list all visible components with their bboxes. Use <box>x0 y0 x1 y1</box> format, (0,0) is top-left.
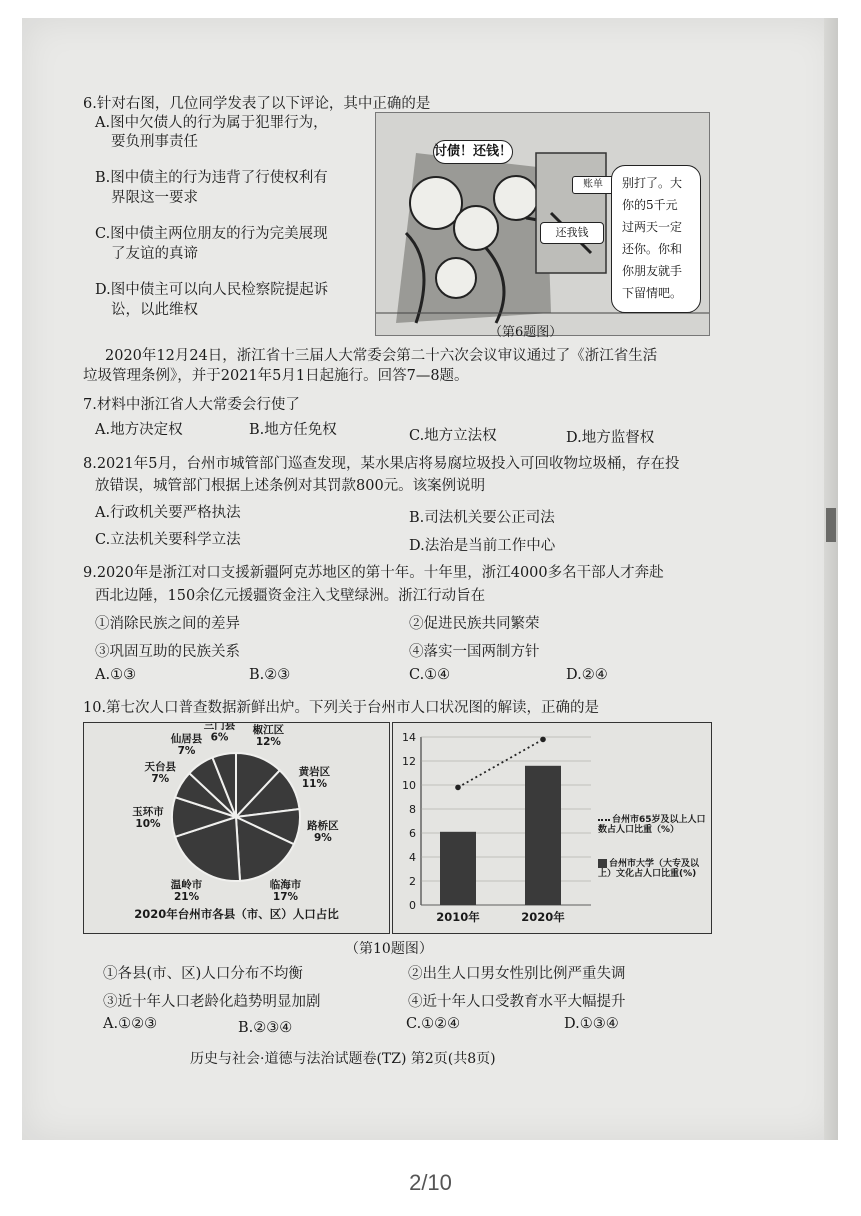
q9-item-4: ④落实一国两制方针 <box>409 644 540 660</box>
pie-label-value-5: 10% <box>135 818 161 830</box>
q10-item-2: ②出生人口男女性别比例严重失调 <box>408 966 626 982</box>
q6-stem: 6.针对右图，几位同学发表了以下评论，其中正确的是 <box>83 96 431 112</box>
q9-option-a: A.①③ <box>95 667 137 683</box>
pie-label-value-6: 7% <box>151 773 170 786</box>
material-line-2: 垃圾管理条例》，并于2021年5月1日起施行。回答7—8题。 <box>83 368 469 384</box>
bar-ytick-7: 14 <box>402 731 416 744</box>
pie-title: 2020年台州市各县（市、区）人口占比 <box>134 907 339 921</box>
bar-ytick-1: 2 <box>409 875 416 888</box>
page-edge <box>824 18 838 1140</box>
return-money-sign: 还我钱 <box>540 222 604 244</box>
q10-figure-caption: （第10题图） <box>345 941 433 957</box>
legend-dotted-swatch <box>598 819 610 821</box>
pie-label-name-7: 仙居县 <box>170 733 203 746</box>
q7-option-b: B.地方任免权 <box>249 422 337 438</box>
q6-option-c-line1: C.图中债主两位朋友的行为完美展现 <box>95 226 328 242</box>
q10-item-3: ③近十年人口老龄化趋势明显加剧 <box>103 994 321 1010</box>
plea-line-4: 还你。你和 <box>622 242 683 256</box>
q9-item-3: ③巩固互助的民族关系 <box>95 644 240 660</box>
pie-label-value-7: 7% <box>177 745 196 758</box>
q9-option-c: C.①④ <box>409 667 451 683</box>
q9-item-2: ②促进民族共同繁荣 <box>409 616 540 632</box>
q8-option-d: D.法治是当前工作中心 <box>409 538 556 554</box>
q8-option-b: B.司法机关要公正司法 <box>409 510 555 526</box>
pie-label-name-1: 黄岩区 <box>298 766 331 779</box>
q10-option-c: C.①②④ <box>406 1016 461 1032</box>
q10-item-1: ①各县(市、区)人口分布不均衡 <box>103 966 303 982</box>
pie-chart <box>83 722 390 934</box>
q7-option-c: C.地方立法权 <box>409 428 497 444</box>
bar-ytick-4: 8 <box>409 803 416 816</box>
page-tab-mark <box>826 508 836 542</box>
pie-label-value-2: 9% <box>314 831 332 844</box>
line-point-1 <box>540 737 546 743</box>
bar-xtick-1: 2020年 <box>521 910 565 924</box>
q10-option-a: A.①②③ <box>103 1016 158 1032</box>
bar-chart <box>392 722 712 934</box>
q8-option-a: A.行政机关要严格执法 <box>95 505 241 521</box>
q6-figure-caption: （第6题图） <box>489 325 563 340</box>
q10-option-d: D.①③④ <box>564 1016 619 1032</box>
q6-option-b-line1: B.图中债主的行为违背了行使权利有 <box>95 170 328 186</box>
q6-option-c-line2: 了友谊的真谛 <box>111 246 198 262</box>
pie-label-name-8: 三门县 <box>203 723 236 732</box>
q6-option-a-line1: A.图中欠债人的行为属于犯罪行为， <box>95 115 328 131</box>
q10-option-b: B.②③④ <box>238 1020 293 1036</box>
plea-line-5: 你朋友就手 <box>622 264 683 278</box>
legend-bar-label: 台州市大学（大专及以上）文化占人口比重(%) <box>598 859 700 880</box>
pie-label-name-6: 天台县 <box>144 761 177 774</box>
q6-option-b-line2: 界限这一要求 <box>111 190 198 206</box>
bar-ytick-2: 4 <box>409 851 416 864</box>
pie-label-name-5: 玉环市 <box>132 806 164 818</box>
q6-option-d-line1: D.图中债主可以向人民检察院提起诉 <box>95 282 329 298</box>
q9-option-b: B.②③ <box>249 667 291 683</box>
q7-option-d: D.地方监督权 <box>566 430 655 446</box>
pie-label-name-4: 温岭市 <box>170 878 203 891</box>
pie-label-value-3: 17% <box>272 890 299 903</box>
pie-label-name-0: 椒江区 <box>252 724 285 737</box>
pie-label-name-3: 临海市 <box>269 878 302 891</box>
page-counter: 2/10 <box>409 1170 452 1195</box>
q7-option-a: A.地方决定权 <box>95 422 183 438</box>
q9-option-d: D.②④ <box>566 667 608 683</box>
pie-label-value-0: 12% <box>255 736 281 749</box>
legend-line-series <box>598 815 708 836</box>
plea-line-2: 你的5千元 <box>622 198 678 212</box>
q8-option-c: C.立法机关要科学立法 <box>95 532 241 548</box>
legend-line-label: 台州市65岁及以上人口数占人口比重（%） <box>598 815 706 836</box>
pie-label-value-4: 21% <box>173 890 200 903</box>
q10-item-4: ④近十年人口受教育水平大幅提升 <box>408 994 626 1010</box>
q9-line-2: 西北边陲，150余亿元援疆资金注入戈壁绿洲。浙江行动旨在 <box>95 588 486 604</box>
line-point-0 <box>455 785 461 791</box>
q6-option-d-line2: 讼，以此维权 <box>111 302 198 318</box>
legend-bar-swatch <box>598 859 607 868</box>
plea-line-6: 下留情吧。 <box>622 286 683 300</box>
bar-xtick-0: 2010年 <box>436 910 480 924</box>
bar-1 <box>525 766 561 905</box>
page-footer: 历史与社会·道德与法治试题卷(TZ) 第2页(共8页) <box>190 1051 496 1067</box>
q9-line-1: 9.2020年是浙江对口支援新疆阿克苏地区的第十年。十年里，浙江4000多名干部人才奔赴 <box>83 565 664 581</box>
q9-item-1: ①消除民族之间的差异 <box>95 616 240 632</box>
q8-line-2: 放错误，城管部门根据上述条例对其罚款800元。该案例说明 <box>95 478 486 494</box>
pie-svg <box>84 723 389 933</box>
bar-ytick-5: 10 <box>402 779 416 792</box>
q10-stem: 10.第七次人口普查数据新鲜出炉。下列关于台州市人口状况图的解读，正确的是 <box>83 700 600 716</box>
pie-label-value-1: 11% <box>301 778 327 791</box>
pie-label-value-8: 6% <box>210 731 229 744</box>
pie-label-name-2: 路桥区 <box>307 819 339 832</box>
bar-ytick-0: 0 <box>409 899 416 912</box>
shout-bubble: 讨债！还钱！ <box>433 140 513 164</box>
bar-ytick-6: 12 <box>402 755 416 768</box>
plea-line-3: 过两天一定 <box>622 220 683 234</box>
material-line-1: 2020年12月24日，浙江省十三届人大常委会第二十六次会议审议通过了《浙江省生活 <box>105 348 658 364</box>
q7-stem: 7.材料中浙江省人大常委会行使了 <box>83 397 300 413</box>
bar-ytick-3: 6 <box>409 827 416 840</box>
plea-line-1: 别打了。大 <box>622 176 683 190</box>
bar-0 <box>440 832 476 905</box>
q6-option-a-line2: 要负刑事责任 <box>111 134 198 150</box>
plea-bubble <box>611 165 701 313</box>
q8-line-1: 8.2021年5月，台州市城管部门巡查发现，某水果店将易腐垃圾投入可回收物垃圾桶，存在投 <box>83 456 680 472</box>
legend-bar-series <box>598 859 708 880</box>
debt-card: 账单 <box>572 176 614 194</box>
